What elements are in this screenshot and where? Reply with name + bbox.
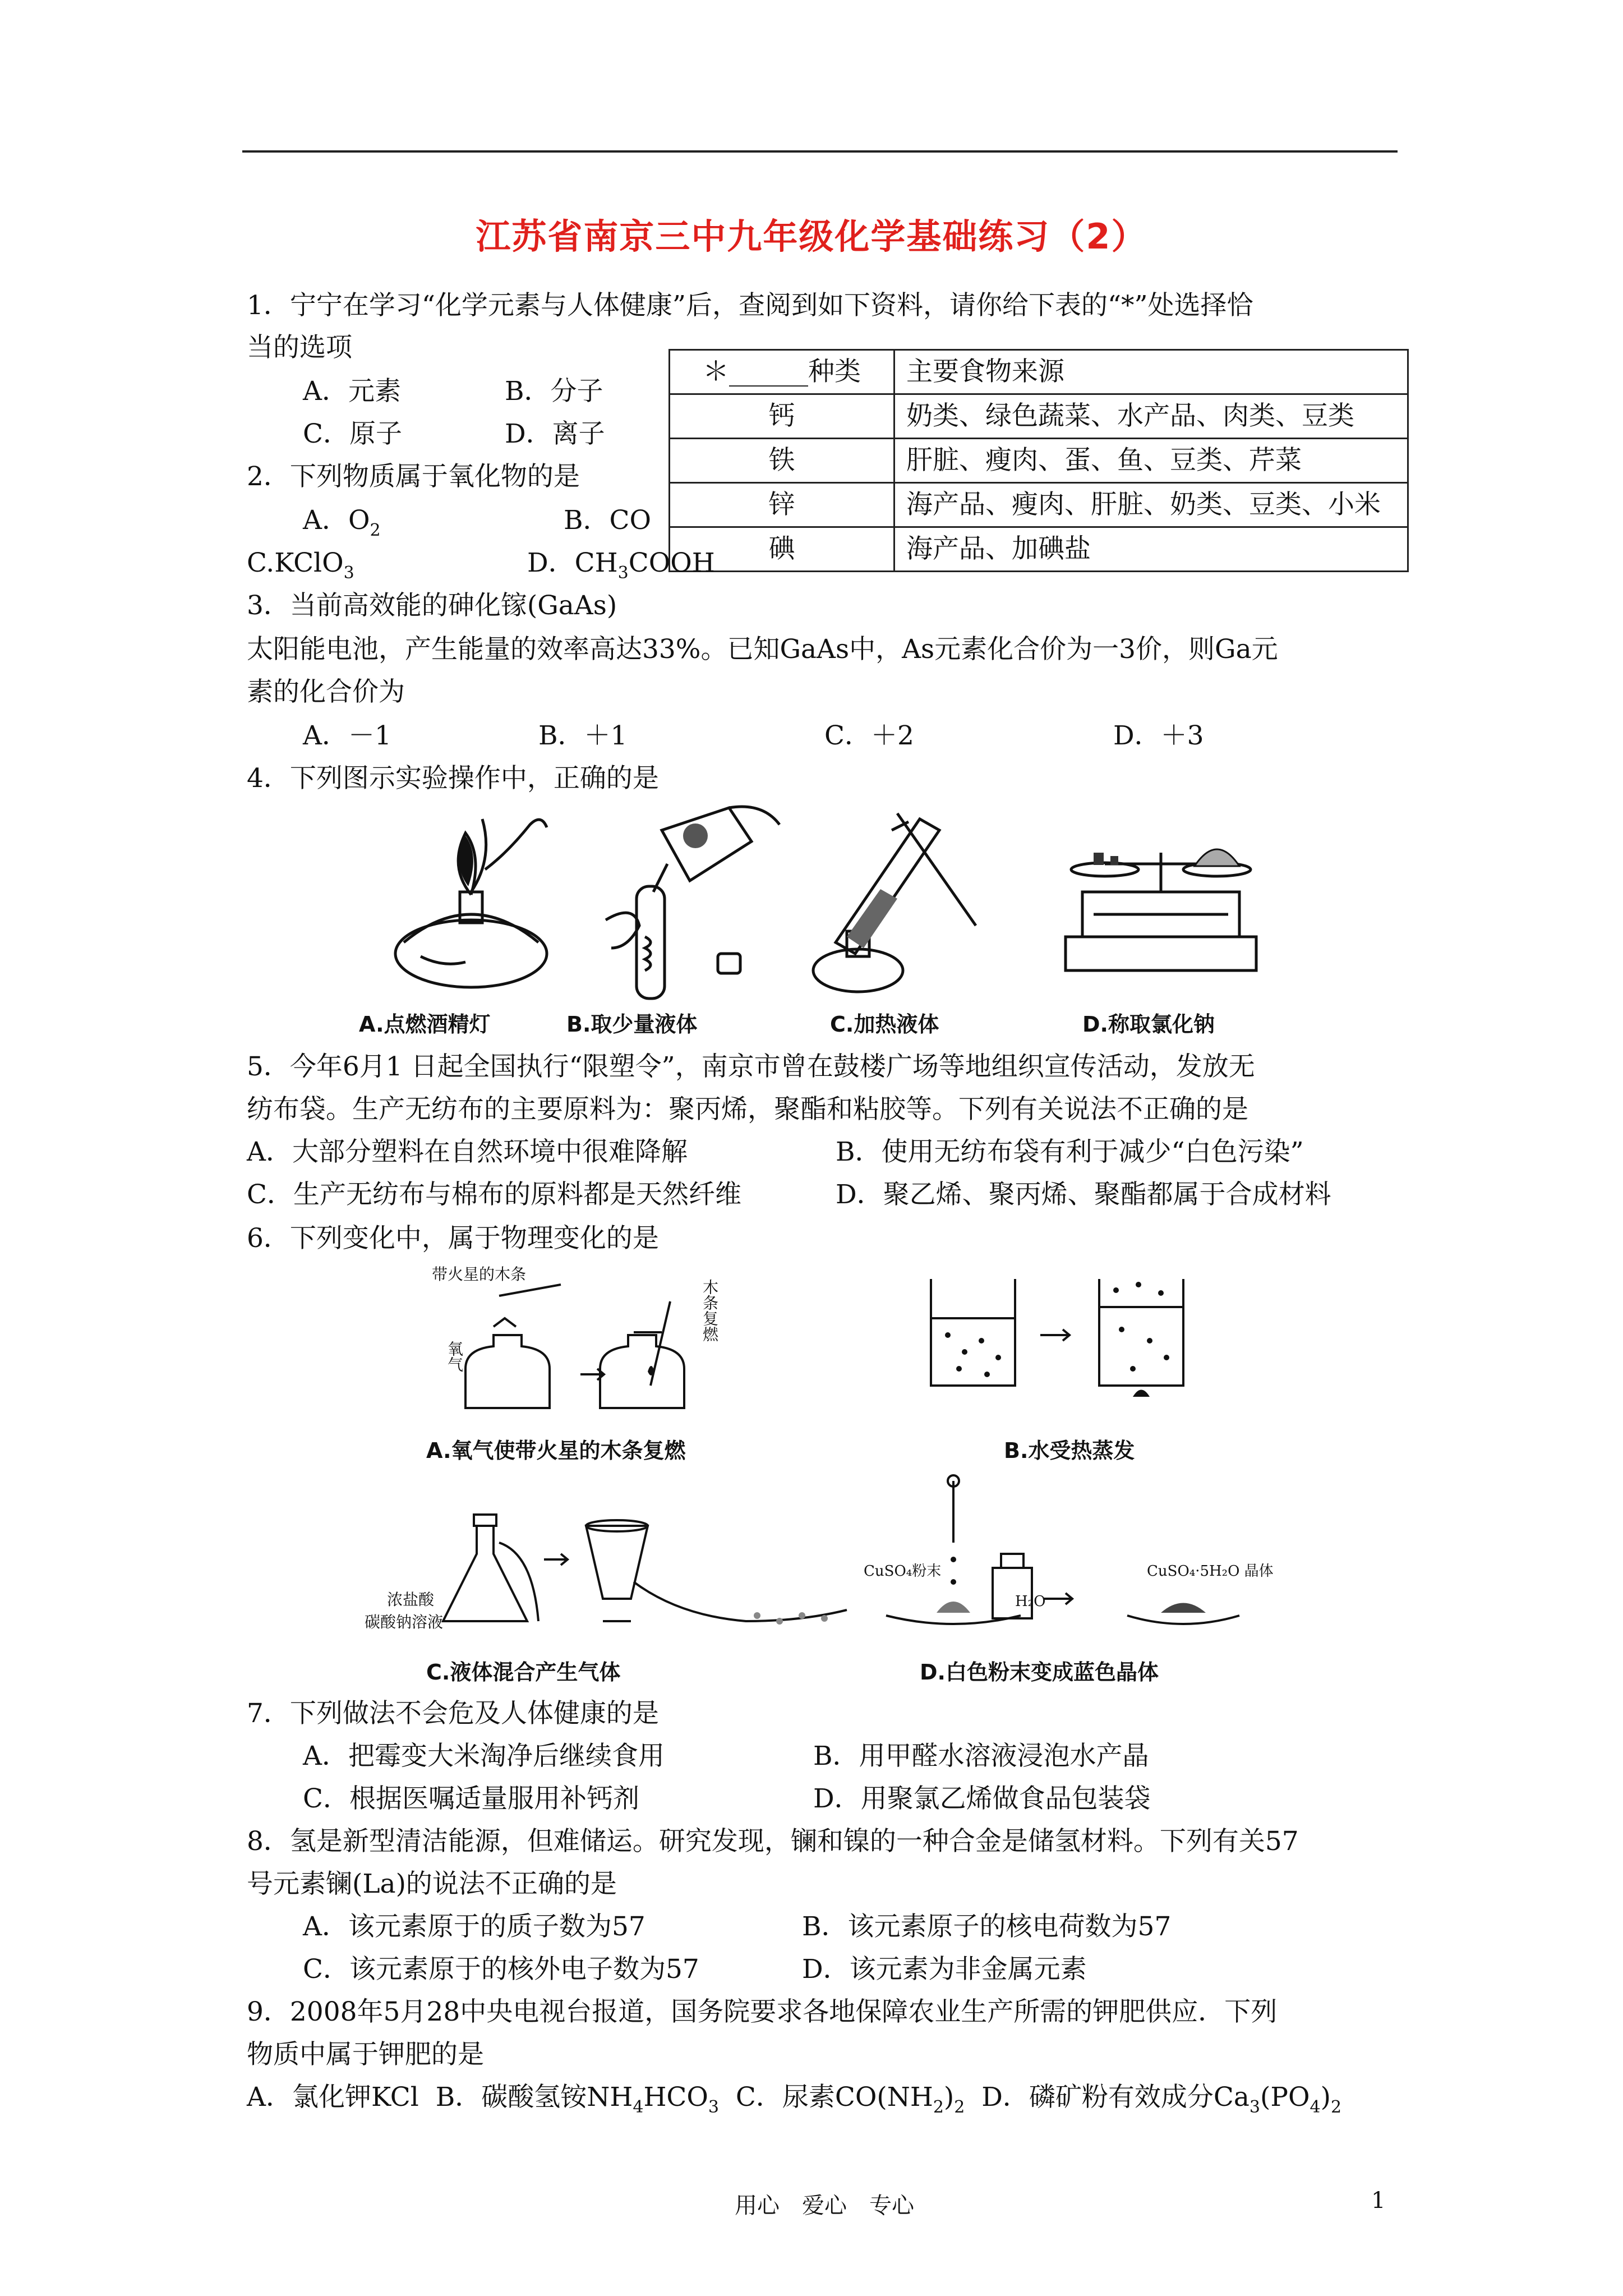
table-cell-element: 铁 [670,439,895,483]
q6-caption-c: C.液体混合产生气体 [426,1660,621,1685]
label-glowing-stick: 带火星的木条 [432,1265,527,1283]
table-cell-element: 钙 [670,394,895,439]
q5-option-c: C．生产无纺布与棉布的原料都是天然纤维 [247,1179,741,1210]
table-row [670,483,1408,527]
q7-option-d: D．用聚氯乙烯做食品包装袋 [813,1783,1151,1814]
q3-option-b: B．＋1 [538,720,628,751]
q5-line1: 5．今年6月1 日起全国执行“限塑令”，南京市曾在鼓楼广场等地组织宣传活动，发放无 [247,1051,1255,1082]
footer-motto: 用心 爱心 专心 [735,2193,914,2219]
q8-option-b: B．该元素原子的核电荷数为57 [802,1911,1172,1942]
table-header-type: ＊______种类 [670,350,895,394]
table-header-source: 主要食物来源 [895,350,1408,394]
gas-generation-illustration [443,1509,858,1638]
balance-weighing-illustration [1054,830,1267,982]
page-title: 江苏省南京三中九年级化学基础练习（2） [476,216,1147,257]
heating-liquid-illustration [813,797,998,999]
q9-option-c: C．尿素$CO(NH_2)_2$ [735,2082,965,2117]
q4-caption-d: D.称取氯化钠 [1082,1012,1215,1037]
q6-stem: 6．下列变化中，属于物理变化的是 [247,1223,659,1254]
q6-caption-b: B.水受热蒸发 [1004,1438,1135,1463]
label-sodium-carbonate: 碳酸钠溶液 [365,1613,444,1631]
q7-option-a: A．把霉变大米淘净后继续食用 [303,1741,665,1772]
table-row [670,527,1408,572]
q1-stem-line1: 1．宁宁在学习“化学元素与人体健康”后，查阅到如下资料，请你给下表的“*”处选择恰 [247,290,1253,321]
q5-option-d: D．聚乙烯、聚丙烯、聚酯都属于合成材料 [836,1179,1331,1210]
q3-line3: 素的化合价为 [247,677,405,707]
table-cell-element: 锌 [670,483,895,527]
table-cell-source: 海产品、加碘盐 [895,527,1408,572]
table-cell-element: 碘 [670,527,895,572]
q1-option-c: C．原子 [303,418,402,449]
alcohol-lamp-lighting-illustration [387,802,589,1004]
q9-line2: 物质中属于钾肥的是 [247,2039,484,2070]
table-row [670,439,1408,483]
q9-option-b: B．碳酸氢铵$NH_4HCO_3$ [435,2082,720,2117]
q1-option-d: D．离子 [505,418,605,449]
q7-stem: 7．下列做法不会危及人体健康的是 [247,1698,659,1729]
q9-option-a: A．氯化钾KCl [247,2082,419,2113]
q2-option-d: D．$CH_3COOH$ [527,547,715,583]
q5-option-b: B．使用无纺布袋有利于减少“白色污染” [836,1137,1304,1167]
table-cell-source: 肝脏、瘦肉、蛋、鱼、豆类、芹菜 [895,439,1408,483]
q3-option-a: A．－1 [303,720,391,751]
q9-options [247,2081,1341,2124]
q3-option-d: D．＋3 [1113,720,1204,751]
label-stick-relights: 木条复燃 [700,1279,719,1342]
q5-line2: 纺布袋。生产无纺布的主要原料为：聚丙烯，聚酯和粘胶等。下列有关说法不正确的是 [247,1094,1248,1125]
table-cell-source: 奶类、绿色蔬菜、水产品、肉类、豆类 [895,394,1408,439]
q4-stem: 4．下列图示实验操作中，正确的是 [247,763,659,794]
q4-caption-a: A.点燃酒精灯 [359,1012,491,1037]
q7-option-b: B．用甲醛水溶液浸泡水产晶 [813,1741,1149,1772]
label-water-bottle: H₂O [1015,1593,1046,1610]
label-cuso4-crystal: CuSO₄·5H₂O 晶体 [1147,1563,1274,1580]
table-cell-source: 海产品、瘦肉、肝脏、奶类、豆类、小米 [895,483,1408,527]
q9-option-d: D．磷矿粉有效成分$Ca_3(PO_4)_2$ [981,2082,1342,2117]
q9-line1: 9．2008年5月28中央电视台报道，国务院要求各地保障农业生产所需的钾肥供应．下列 [247,1996,1278,2027]
q2-option-a: A．$O_2$ [303,505,381,540]
q8-option-a: A．该元素原于的质子数为57 [303,1911,645,1942]
water-evaporation-illustration [920,1268,1211,1414]
q1-stem-line2: 当的选项 [247,332,352,363]
q3-option-c: C．＋2 [824,720,914,751]
q1-option-a: A．元素 [303,376,401,407]
page-number: 1 [1371,2188,1386,2214]
pouring-liquid-illustration [583,797,796,1004]
label-concentrated-hcl: 浓盐酸 [387,1590,435,1609]
q8-line2: 号元素镧(La)的说法不正确的是 [247,1869,617,1899]
q3-line1: 3．当前高效能的砷化镓(GaAs) [247,590,617,621]
q4-caption-c: C.加热液体 [830,1012,939,1037]
label-cuso4-powder: CuSO₄粉末 [864,1563,942,1580]
q6-caption-a: A.氧气使带火星的木条复燃 [426,1438,686,1463]
copper-sulfate-illustration [880,1470,1284,1638]
q2-option-b: B．CO [564,505,652,536]
q8-line1: 8．氢是新型清洁能源，但难储运。研究发现，镧和镍的一种合金是储氢材料。下列有关57 [247,1826,1299,1857]
q5-option-a: A．大部分塑料在自然环境中很难降解 [247,1137,688,1167]
q2-option-c: C.KClO$_3$ [247,547,354,583]
food-source-table [668,349,1409,572]
table-header-row [670,350,1408,394]
label-oxygen: 氧气 [445,1341,464,1372]
q1-option-b: B．分子 [505,376,603,407]
q3-line2: 太阳能电池，产生能量的效率高达33%。已知GaAs中，As元素化合价为一3价，则Ga元 [247,634,1278,665]
q6-caption-d: D.白色粉末变成蓝色晶体 [920,1660,1159,1685]
table-row [670,394,1408,439]
header-rule [242,150,1398,153]
q4-caption-b: B.取少量液体 [566,1012,698,1037]
q7-option-c: C．根据医嘱适量服用补钙剂 [303,1783,639,1814]
q2-stem: 2．下列物质属于氧化物的是 [247,461,580,492]
q8-option-d: D．该元素为非金属元素 [802,1954,1087,1985]
q8-option-c: C．该元素原于的核外电子数为57 [303,1954,699,1985]
oxygen-bottle-illustration [460,1279,707,1414]
